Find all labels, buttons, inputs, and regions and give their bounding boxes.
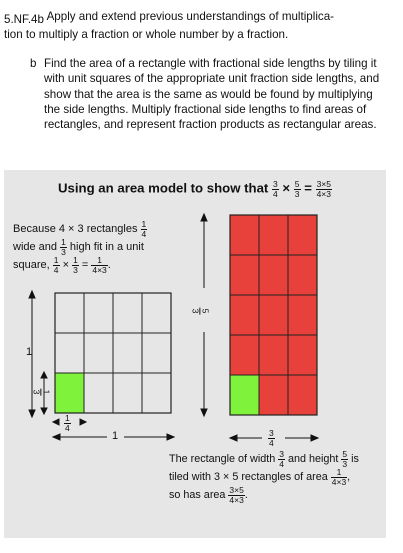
times-sign: × [282, 180, 291, 196]
because-explanation: Because 4 × 3 rectangles $\frac{1}{4}$ wide and $\frac{1}{3}$ high fit in a unit square, $\frac{1}{4}$ × $\frac{1}{3}$ = $\frac{1}{4\times 3}$ . [13, 219, 147, 275]
fraction-one-third: $\frac{1}{3}$ [61, 237, 66, 257]
green-unit-cell [55, 373, 84, 413]
fraction-one-fourth: $\frac{1}{4}$ [141, 219, 147, 239]
standard-heading-line1: Apply and extend previous understandings of multiplica- [46, 10, 335, 23]
figure-title-text: Using an area model to show that [58, 180, 269, 196]
standard-heading-line2: tion to multiply a fraction or whole number by a fraction. [4, 28, 289, 41]
label-three-fourths: $\frac{3}{4}$ [269, 428, 274, 448]
equals-sign: = [304, 180, 312, 196]
standard-header [4, 12, 400, 42]
label-one-third: 1 3 [31, 389, 52, 395]
figure-caption: The rectangle of width $\frac{3}{4}$ and height $\frac{5}{3}$ is tiled with 3 × 5 rectangles of area $\frac{1}{4\times 3}$ , so has area $\frac{3\times 5}{4\times 3}$ . [169, 449, 359, 505]
fraction-result: $\frac{1}{4\times 3}$ [92, 255, 107, 275]
standard-code: 5.NF.4b [4, 13, 44, 26]
item-label: b [30, 57, 37, 70]
label-one-horizontal: 1 [112, 430, 119, 442]
title-fraction-five-thirds: $\frac{5}{3}$ [294, 179, 300, 199]
green-corner-cell [230, 375, 259, 415]
unit-square-grid [55, 293, 171, 413]
three-by-five-rectangle [230, 215, 317, 415]
title-fraction-three-fourths: $\frac{3}{4}$ [273, 179, 278, 199]
left-dimension-arrows [29, 291, 174, 440]
item-text: Find the area of a rectangle with fractional side lengths by tiling it with unit squares of the appropriate unit fraction side lengths, and show that the area is the same as would be found by multiplying the side lengths. Multiply fractional side lengths to find areas of rectangles, and represent fraction products as rectangular areas. [44, 57, 380, 132]
label-one-vertical: 1 [26, 346, 33, 358]
label-five-thirds: 5 3 [190, 308, 211, 314]
label-one-fourth: $\frac{1}{4}$ [65, 413, 70, 433]
area-model-figure [4, 170, 386, 538]
title-fraction-product: $\frac{3\times 5}{4\times 3}$ [316, 179, 331, 199]
